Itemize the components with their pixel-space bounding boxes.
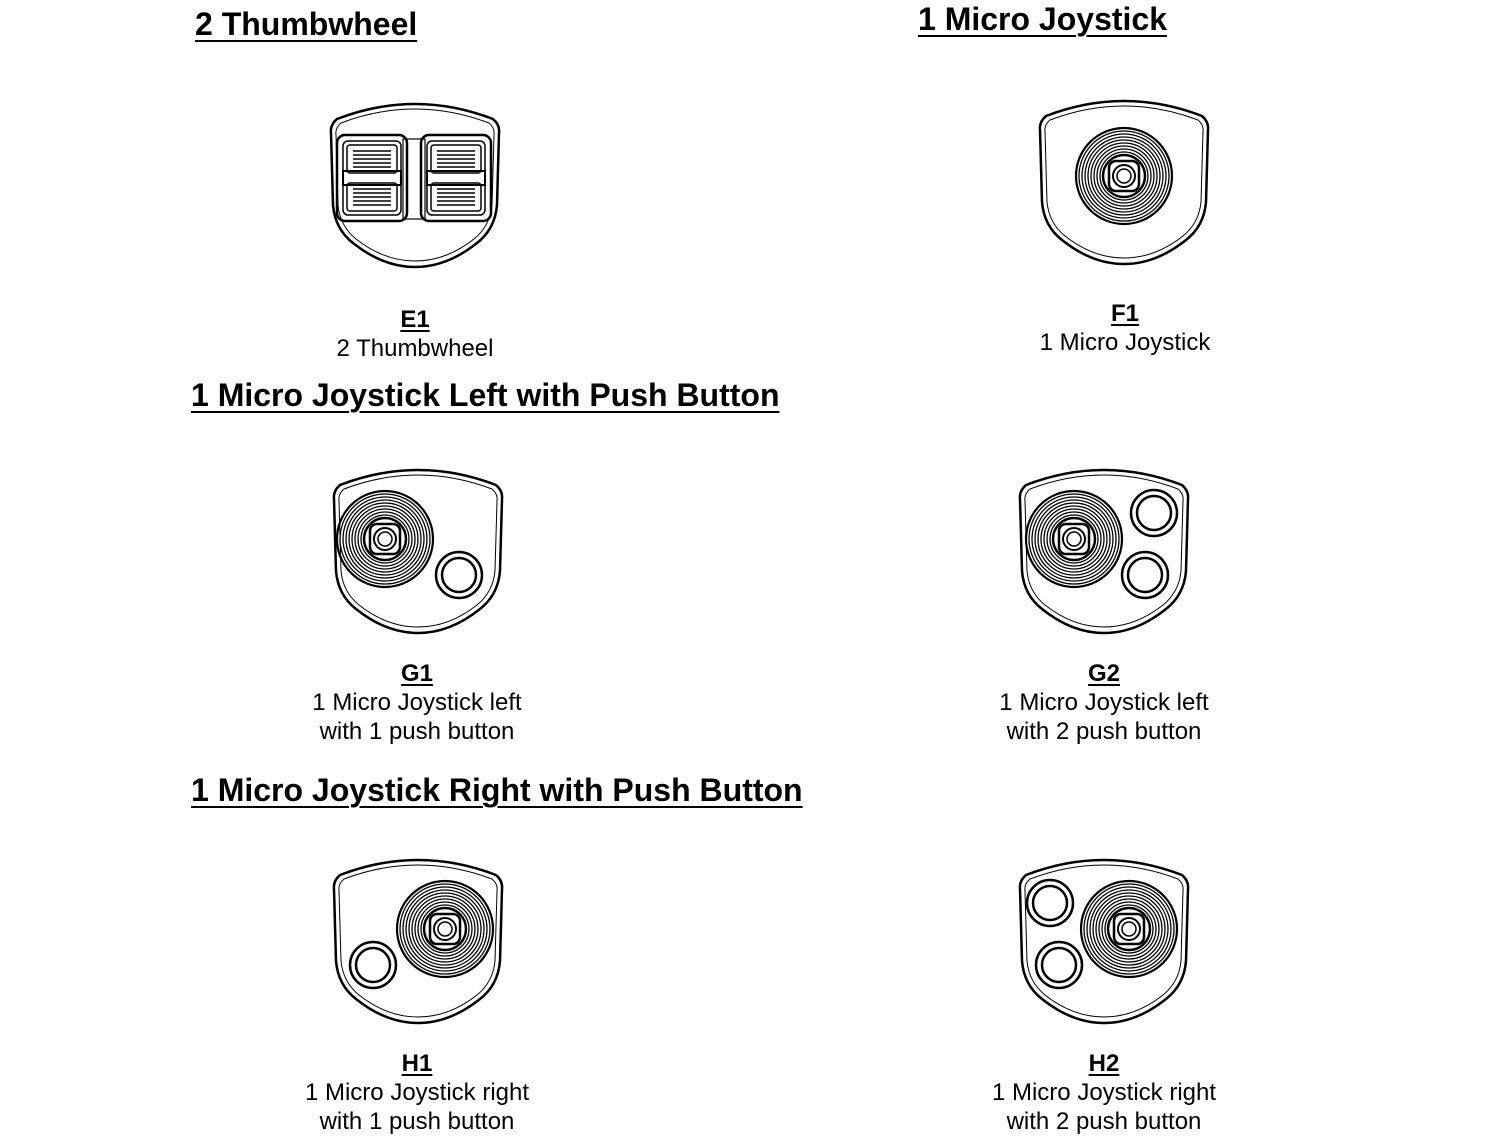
- option-code: G1: [400, 660, 433, 687]
- joystick-housing-icon: [330, 463, 506, 633]
- micro-joystick-icon: [1076, 128, 1172, 224]
- option-caption-g2: [934, 659, 1274, 746]
- right-thumbwheel-icon: [421, 135, 491, 221]
- micro-joystick-icon: [337, 491, 433, 587]
- push-button-icon: [1131, 490, 1177, 536]
- left-thumbwheel-icon: [337, 135, 407, 221]
- micro-joystick-icon: [397, 881, 493, 977]
- micro-joystick-icon: [1081, 881, 1177, 977]
- option-code: G2: [1087, 660, 1120, 687]
- g1-joystick-drawing: [330, 463, 506, 633]
- e1-thumbwheel-drawing: [327, 97, 503, 267]
- option-description: 1 Micro Joystick left: [999, 689, 1209, 716]
- joystick-housing-icon: [1016, 463, 1192, 633]
- option-caption-g1: [247, 659, 587, 746]
- f1-joystick-drawing: [1036, 94, 1212, 264]
- push-button-icon: [350, 942, 396, 988]
- option-description: 1 Micro Joystick left: [312, 689, 522, 716]
- option-description: 1 Micro Joystick: [1039, 329, 1211, 356]
- option-caption-f1: [955, 299, 1295, 357]
- joystick-housing-icon: [1036, 94, 1212, 264]
- option-description-line2: with 2 push button: [1006, 1108, 1202, 1135]
- push-button-icon: [436, 552, 482, 598]
- option-code: H2: [1088, 1050, 1120, 1077]
- h1-joystick-drawing: [330, 853, 506, 1023]
- push-button-icon: [1122, 552, 1168, 598]
- heading-1-micro-joystick: 1 Micro Joystick: [918, 1, 1167, 37]
- option-description-line2: with 2 push button: [1006, 718, 1202, 745]
- joystick-housing-icon: [330, 853, 506, 1023]
- option-caption-h2: [934, 1049, 1274, 1136]
- heading-joystick-left-push-button: 1 Micro Joystick Left with Push Button: [191, 377, 780, 413]
- option-caption-h1: [247, 1049, 587, 1136]
- joystick-housing-icon: [1016, 853, 1192, 1023]
- option-description-line2: with 1 push button: [319, 718, 515, 745]
- option-description-line2: with 1 push button: [319, 1108, 515, 1135]
- h2-joystick-drawing: [1016, 853, 1192, 1023]
- push-button-icon: [1027, 880, 1073, 926]
- option-code: F1: [1110, 300, 1139, 327]
- option-description: 1 Micro Joystick right: [991, 1079, 1217, 1106]
- option-caption-e1: [245, 305, 585, 363]
- option-description: 2 Thumbwheel: [336, 335, 494, 362]
- g2-joystick-drawing: [1016, 463, 1192, 633]
- option-description: 1 Micro Joystick right: [304, 1079, 530, 1106]
- micro-joystick-icon: [1026, 491, 1122, 587]
- thumbwheel-housing-icon: [327, 97, 503, 267]
- option-code: H1: [401, 1050, 433, 1077]
- heading-joystick-right-push-button: 1 Micro Joystick Right with Push Button: [191, 772, 803, 808]
- option-code: E1: [400, 306, 430, 333]
- heading-2-thumbwheel: 2 Thumbwheel: [195, 6, 418, 42]
- push-button-icon: [1036, 942, 1082, 988]
